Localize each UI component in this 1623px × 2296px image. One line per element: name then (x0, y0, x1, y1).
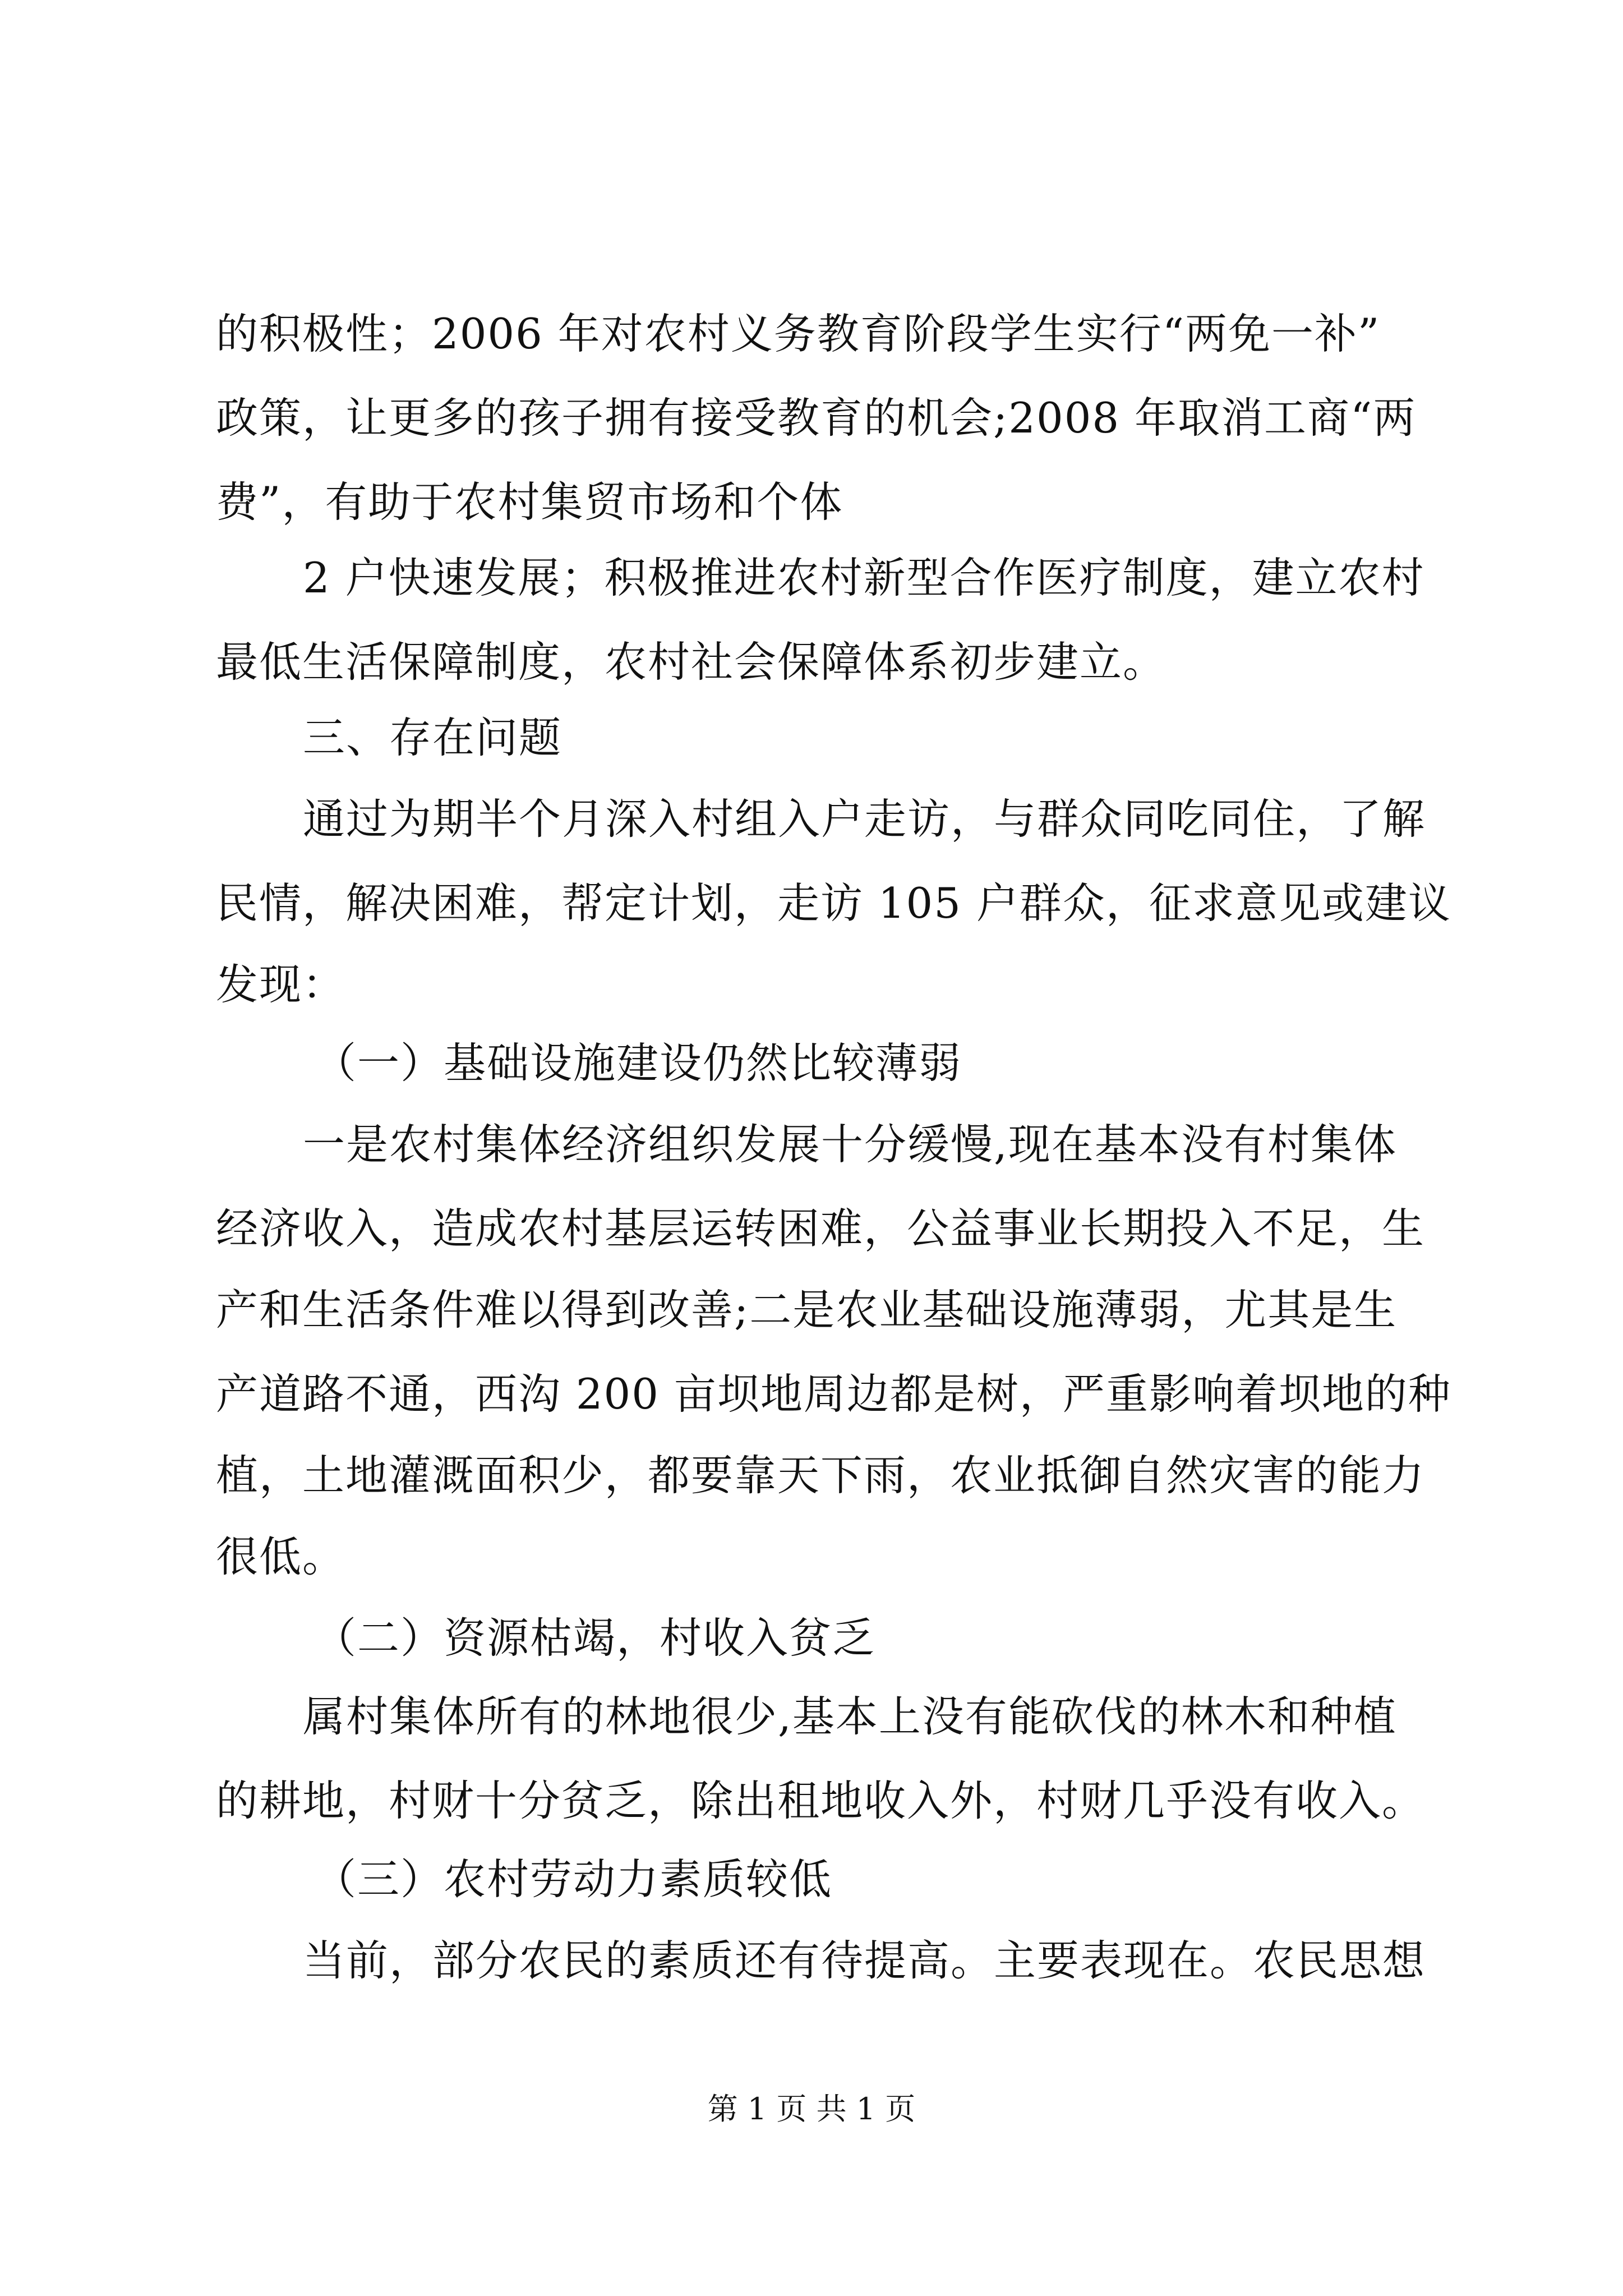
subsection-heading: （二）资源枯竭，村收入贫乏 (314, 1613, 876, 1663)
text-line: 植，土地灌溉面积少，都要靠天下雨，农业抵御自然灾害的能力 (216, 1451, 1426, 1500)
subsection-heading: （三）农村劳动力素质较低 (314, 1855, 833, 1904)
text-line: 当前，部分农民的素质还有待提高。主要表现在。农民思想 (303, 1936, 1426, 1985)
text-line: 通过为期半个月深入村组入户走访，与群众同吃同住，了解 (303, 794, 1426, 844)
text-line: 费”，有助于农村集贸市场和个体 (216, 477, 843, 527)
text-line: 很低。 (216, 1532, 346, 1581)
subsection-heading: （一）基础设施建设仍然比较薄弱 (314, 1038, 962, 1088)
text-line: 经济收入，造成农村基层运转困难，公益事业长期投入不足，生 (216, 1204, 1426, 1253)
text-line: 2 户快速发展；积极推进农村新型合作医疗制度，建立农村 (303, 553, 1425, 602)
text-line: 民情，解决困难，帮定计划，走访 105 户群众，征求意见或建议 (216, 878, 1451, 928)
text-line: 属村集体所有的林地很少,基本上没有能砍伐的林木和种植 (303, 1692, 1397, 1741)
section-heading: 三、存在问题 (303, 713, 562, 762)
text-line: 的积极性；2006 年对农村义务教育阶段学生实行“两免一补” (216, 309, 1381, 358)
text-line: 政策，让更多的孩子拥有接受教育的机会;2008 年取消工商“两 (216, 393, 1417, 443)
text-line: 一是农村集体经济组织发展十分缓慢,现在基本没有村集体 (303, 1120, 1397, 1169)
text-line: 产和生活条件难以得到改善;二是农业基础设施薄弱，尤其是生 (216, 1285, 1398, 1335)
text-line: 最低生活保障制度，农村社会保障体系初步建立。 (216, 637, 1166, 687)
page-footer: 第 1 页 共 1 页 (707, 2091, 916, 2127)
text-line: 的耕地，村财十分贫乏，除出租地收入外，村财几乎没有收入。 (216, 1776, 1426, 1825)
text-line: 发现： (216, 960, 346, 1009)
text-line: 产道路不通，西沟 200 亩坝地周边都是树，严重影响着坝地的种 (216, 1369, 1451, 1419)
